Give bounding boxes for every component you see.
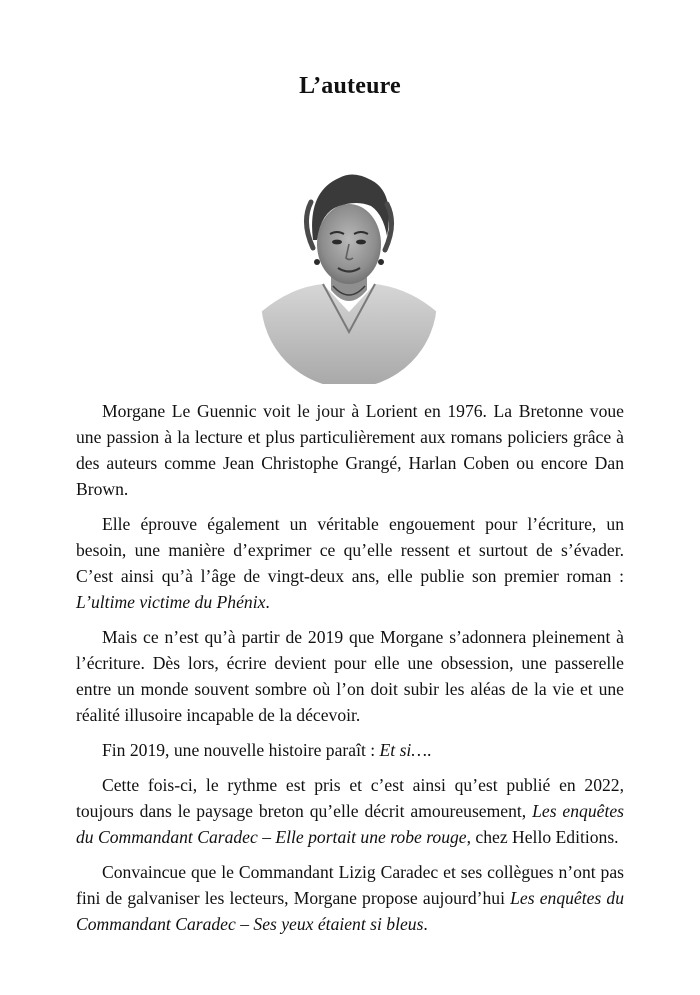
book-title: Et si…	[379, 740, 427, 760]
paragraph-text: Mais ce n’est qu’à partir de 2019 que Morgane s’adonnera pleinement à l’écriture. Dès lors, écrire devient pour elle une obsession, une passerelle entre un monde souvent sombre où l’on doit subir les aléas de la vie et une réalité illusoire incapable de la décevoir.	[76, 627, 624, 725]
paragraph	[76, 398, 624, 502]
page-title: L’auteure	[299, 73, 401, 99]
book-title: Les enquêtes du Commandant Caradec – Ses yeux étaient si bleus	[76, 888, 624, 934]
book-title: L’ultime victime du Phénix	[76, 592, 266, 612]
paragraph-text: Elle éprouve également un véritable engouement pour l’écriture, un besoin, une manière d’exprimer ce qu’elle ressent et surtout de s’évader. C’est ainsi qu’à l’âge de vingt-deux ans, elle publie son premier roman :	[76, 514, 624, 586]
paragraph-text: .	[265, 592, 270, 612]
paragraph	[76, 772, 624, 850]
biography-text	[76, 398, 624, 937]
paragraph-text: Morgane Le Guennic voit le jour à Lorient en 1976. La Bretonne voue une passion à la lecture et plus particulièrement aux romans policiers grâce à des auteurs comme Jean Christophe Grangé, Harlan Coben ou encore Dan Brown.	[76, 401, 624, 499]
author-portrait	[261, 162, 437, 384]
paragraph-text: , chez Hello Editions.	[466, 827, 619, 847]
paragraph	[76, 624, 624, 728]
paragraph	[76, 737, 624, 763]
paragraph-text: .	[423, 914, 428, 934]
paragraph	[76, 859, 624, 937]
paragraph-text: Convaincue que le Commandant Lizig Caradec et ses collègues n’ont pas fini de galvaniser les lecteurs, Morgane propose aujourd’hui	[76, 862, 624, 908]
paragraph-text: .	[426, 740, 432, 760]
paragraph-text: Cette fois-ci, le rythme est pris et c’est ainsi qu’est publié en 2022, toujours dans le paysage breton qu’elle décrit amoureusement,	[76, 775, 624, 821]
paragraph	[76, 511, 624, 615]
book-title: Les enquêtes du Commandant Caradec – Elle portait une robe rouge	[76, 801, 624, 847]
paragraph-text: Fin 2019, une nouvelle histoire paraît :	[102, 740, 380, 760]
